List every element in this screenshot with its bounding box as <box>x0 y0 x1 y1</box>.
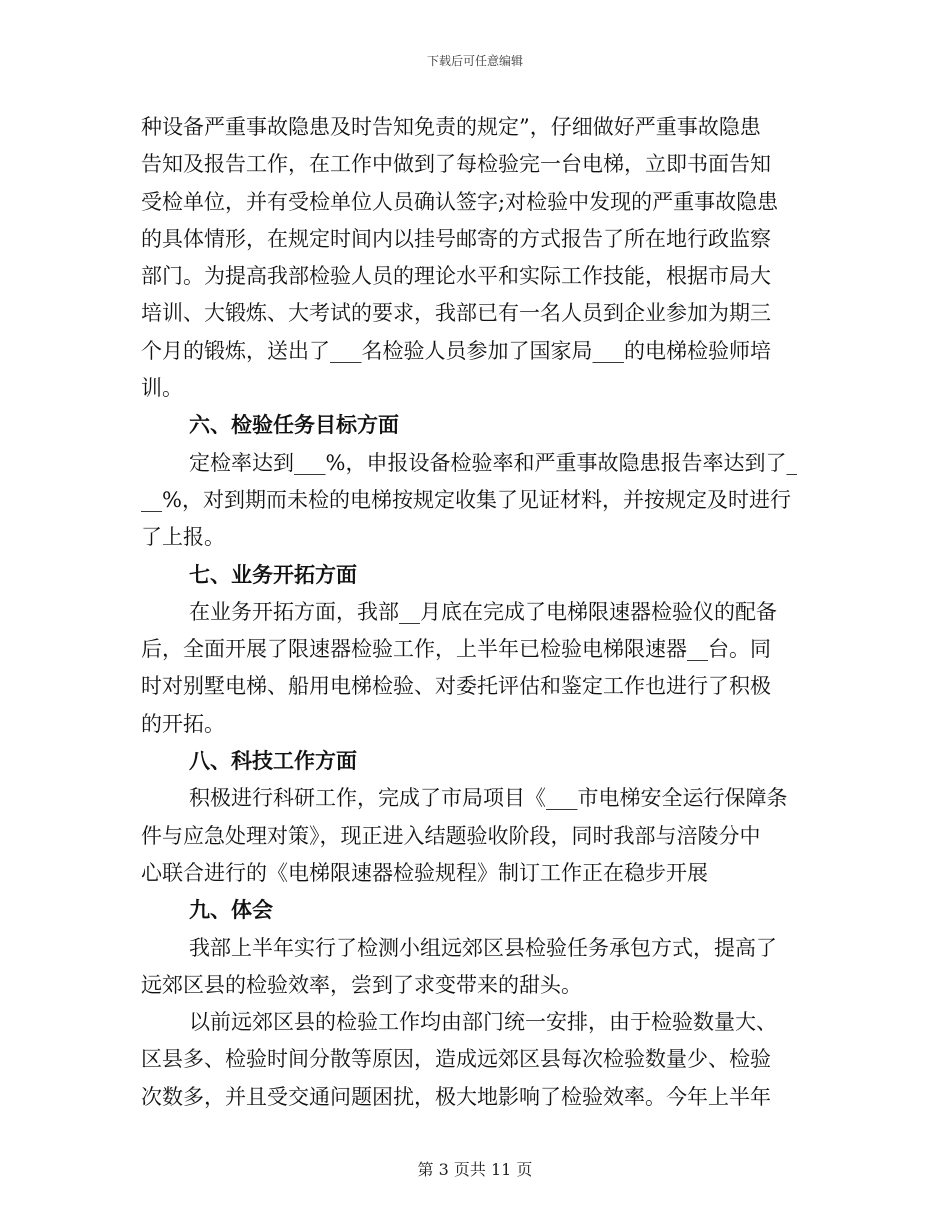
body-line: 的具体情形，在规定时间内以挂号邮寄的方式报告了所在地行政监察 <box>141 226 771 251</box>
body-line: 心联合进行的《电梯限速器检验规程》制订工作正在稳步开展 <box>141 860 708 885</box>
body-line: 的开拓。 <box>141 711 225 736</box>
body-line: 定检率达到___%，申报设备检验率和严重事故隐患报告率达到了_ <box>189 450 797 475</box>
body-line: 以前远郊区县的检验工作均由部门统一安排，由于检验数量大、 <box>189 1010 777 1035</box>
body-line: 培训、大锻炼、大考试的要求，我部已有一名人员到企业参加为期三 <box>141 301 771 326</box>
body-line: 个月的锻炼，送出了___名检验人员参加了国家局___的电梯检验师培 <box>141 338 771 363</box>
body-line: 后，全面开展了限速器检验工作，上半年已检验电梯限速器__台。同 <box>141 637 771 662</box>
body-line: 次数多，并且受交通问题困扰，极大地影响了检验效率。今年上半年 <box>141 1084 771 1109</box>
section-heading: 七、业务开拓方面 <box>189 562 357 587</box>
body-line: 远郊区县的检验效率，尝到了求变带来的甜头。 <box>141 972 582 997</box>
page-header: 下载后可任意编辑 <box>426 54 523 68</box>
body-line: 时对别墅电梯、船用电梯检验、对委托评估和鉴定工作也进行了积极 <box>141 674 771 699</box>
body-line: 件与应急处理对策》，现正进入结题验收阶段，同时我部与涪陵分中 <box>141 823 761 848</box>
body-line: 区县多、检验时间分散等原因，造成远郊区县每次检验数量少、检验 <box>141 1047 771 1072</box>
section-heading: 六、检验任务目标方面 <box>189 413 399 438</box>
body-line: 我部上半年实行了检测小组远郊区县检验任务承包方式，提高了 <box>189 935 777 960</box>
body-line: 训。 <box>141 376 183 401</box>
body-line: 部门。为提高我部检验人员的理论水平和实际工作技能，根据市局大 <box>141 264 771 289</box>
body-line: __%，对到期而未检的电梯按规定收集了见证材料，并按规定及时进行 <box>141 487 791 512</box>
document-body <box>141 109 813 1116</box>
body-line: 种设备严重事故隐患及时告知免责的规定”，仔细做好严重事故隐患 <box>141 115 761 139</box>
section-heading: 八、科技工作方面 <box>189 749 357 774</box>
section-heading: 九、体会 <box>189 898 273 923</box>
body-line: 在业务开拓方面，我部__月底在完成了电梯限速器检验仪的配备 <box>189 599 777 624</box>
body-line: 受检单位，并有受检单位人员确认签字;对检验中发现的严重事故隐患 <box>141 189 779 214</box>
body-line: 积极进行科研工作，完成了市局项目《___市电梯安全运行保障条 <box>189 786 788 811</box>
body-line: 了上报。 <box>141 525 225 550</box>
body-line: 告知及报告工作，在工作中做到了每检验完一台电梯，立即书面告知 <box>141 152 771 177</box>
page-footer: 第 3 页共 11 页 <box>417 1160 533 1179</box>
